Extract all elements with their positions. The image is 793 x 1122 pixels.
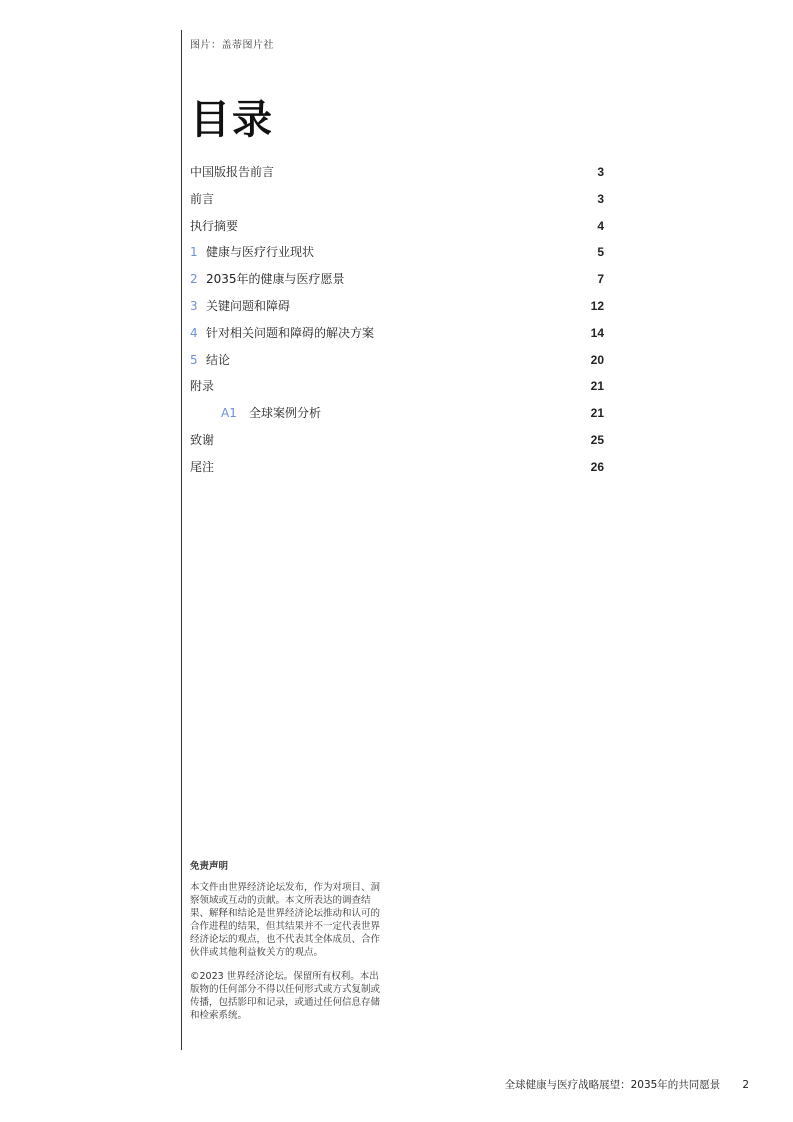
toc-entry-label bbox=[190, 377, 214, 394]
page-footer bbox=[505, 1077, 749, 1092]
toc-section-title: 前言 bbox=[190, 191, 215, 206]
toc-section-title: 针对相关问题和障碍的解决方案 bbox=[206, 325, 375, 340]
footer-report-title: 全球健康与医疗战略展望：2035年的共同愿景 bbox=[504, 1079, 721, 1091]
toc-entry-label bbox=[190, 458, 214, 475]
toc-page-number: 3 bbox=[597, 191, 604, 206]
toc-entry[interactable] bbox=[190, 374, 604, 401]
toc-page-number: 7 bbox=[597, 272, 604, 287]
toc-section-title: 全球案例分析 bbox=[249, 406, 322, 421]
toc-entry[interactable] bbox=[190, 428, 604, 455]
toc-entry-label bbox=[190, 163, 274, 180]
margin-rule bbox=[181, 30, 182, 1050]
toc-section-number: A1 bbox=[221, 406, 237, 421]
toc-entry[interactable] bbox=[190, 214, 604, 241]
disclaimer bbox=[190, 860, 382, 1033]
toc-entry-label bbox=[190, 243, 314, 260]
disclaimer-body: 本文件由世界经济论坛发布，作为对项目、洞察领域或互动的贡献。本文所表达的调查结果、解释和结论是世界经济论坛推动和认可的合作进程的结果，但其结果并不一定代表世界经济论坛的观点，也不代表其全体成员、合作伙伴或其他利益攸关方的观点。 bbox=[190, 882, 381, 958]
toc-page-number: 26 bbox=[590, 459, 604, 474]
toc-page-number: 12 bbox=[590, 298, 604, 313]
footer-page-number: 2 bbox=[742, 1079, 749, 1091]
photo-credit: 图片：盖蒂图片社 bbox=[190, 40, 274, 51]
disclaimer-heading: 免责声明 bbox=[190, 861, 229, 872]
toc-entry[interactable] bbox=[190, 187, 604, 214]
toc-entry[interactable] bbox=[190, 294, 604, 321]
toc-page-number: 21 bbox=[590, 379, 604, 394]
toc-section-number: 3 bbox=[190, 298, 198, 313]
toc-entry-label bbox=[190, 351, 230, 368]
toc-page-number: 25 bbox=[590, 432, 604, 447]
toc-entry-label bbox=[190, 297, 290, 314]
toc-section-number: 2 bbox=[190, 272, 198, 287]
toc-entry-label bbox=[190, 431, 214, 448]
toc-page-number: 3 bbox=[597, 165, 604, 179]
toc-section-title: 结论 bbox=[206, 352, 231, 367]
toc-page-number: 5 bbox=[597, 245, 604, 260]
toc-section-number: 5 bbox=[190, 352, 198, 367]
toc-entry-label bbox=[190, 217, 238, 234]
toc-entry[interactable] bbox=[190, 348, 604, 375]
toc-section-title: 关键问题和障碍 bbox=[206, 298, 291, 313]
toc-entry[interactable] bbox=[190, 240, 604, 267]
toc-section-title: 致谢 bbox=[190, 432, 215, 447]
toc-page-number: 4 bbox=[597, 218, 604, 233]
toc-section-title: 中国版报告前言 bbox=[190, 165, 275, 179]
toc-entry[interactable] bbox=[190, 267, 604, 294]
toc-page-number: 20 bbox=[590, 352, 604, 367]
toc-section-number: 4 bbox=[190, 325, 198, 340]
toc-entry-label bbox=[221, 404, 321, 421]
toc-entry-label bbox=[190, 270, 345, 287]
toc-entry-label bbox=[190, 190, 214, 207]
page-title: 目录 bbox=[190, 96, 274, 143]
toc-section-title: 2035年的健康与医疗愿景 bbox=[206, 272, 345, 287]
toc-section-title: 附录 bbox=[190, 379, 215, 394]
toc-section-title: 执行摘要 bbox=[190, 218, 239, 233]
copyright-notice: ©2023 世界经济论坛。保留所有权利。本出版物的任何部分不得以任何形式或方式复制或传播，包括影印和记录，或通过任何信息存储和检索系统。 bbox=[190, 971, 381, 1021]
toc-entry-label bbox=[190, 324, 374, 341]
toc-entry[interactable] bbox=[190, 401, 604, 428]
toc-entry[interactable] bbox=[190, 321, 604, 348]
toc-section-number: 1 bbox=[190, 245, 198, 260]
toc-entry[interactable] bbox=[190, 160, 604, 187]
toc-page-number: 21 bbox=[590, 406, 604, 421]
table-of-contents bbox=[190, 160, 604, 482]
toc-section-title: 健康与医疗行业现状 bbox=[206, 245, 315, 260]
toc-entry[interactable] bbox=[190, 455, 604, 482]
toc-section-title: 尾注 bbox=[190, 459, 215, 474]
toc-page-number: 14 bbox=[590, 325, 604, 340]
